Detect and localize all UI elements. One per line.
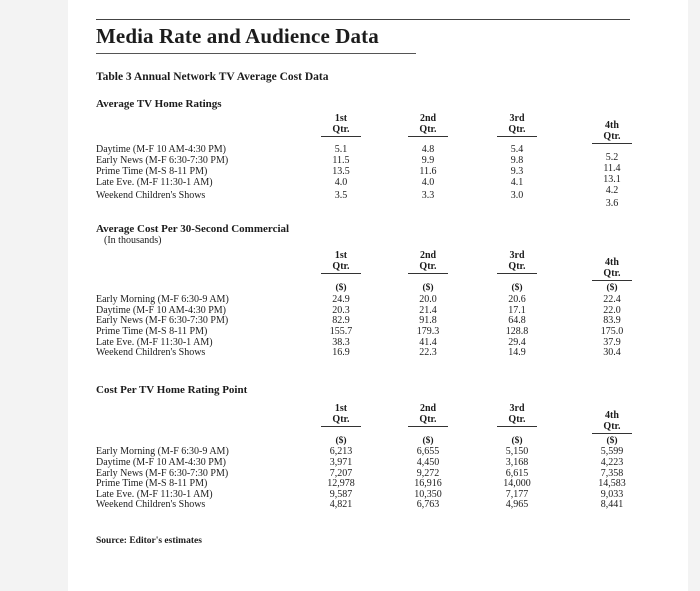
row-label: Prime Time (M-S 8-11 PM) bbox=[96, 326, 208, 337]
table-cell: 6,213 bbox=[329, 446, 353, 457]
table-cell: 4,450 bbox=[416, 457, 440, 468]
table-cell: 3.0 bbox=[510, 190, 524, 201]
unit-label: ($) bbox=[335, 436, 347, 446]
table-cell: 14,000 bbox=[503, 478, 531, 489]
column-header-quarter: Qtr. bbox=[592, 131, 632, 144]
row-label: Late Eve. (M-F 11:30-1 AM) bbox=[96, 489, 213, 500]
table-title: Table 3 Annual Network TV Average Cost Data bbox=[96, 71, 329, 83]
table-cell: 11.5 bbox=[332, 155, 350, 166]
table-cell: 4,821 bbox=[329, 499, 353, 510]
row-label: Early Morning (M-F 6:30-9 AM) bbox=[96, 446, 229, 457]
table-cell: 3,971 bbox=[329, 457, 353, 468]
row-label: Early News (M-F 6:30-7:30 PM) bbox=[96, 155, 229, 166]
unit-label: ($) bbox=[422, 436, 434, 446]
table-cell: 38.3 bbox=[332, 337, 350, 348]
table-cell: 3,168 bbox=[505, 457, 529, 468]
top-rule bbox=[96, 19, 630, 20]
row-label: Prime Time (M-S 8-11 PM) bbox=[96, 166, 208, 177]
unit-label: ($) bbox=[606, 436, 618, 446]
table-cell: 9,272 bbox=[416, 468, 440, 479]
table-cell: 5.1 bbox=[334, 144, 348, 155]
table-cell: 4.0 bbox=[334, 177, 348, 188]
table-cell: 6,655 bbox=[416, 446, 440, 457]
column-header-quarter: Qtr. bbox=[592, 268, 632, 281]
table-cell: 24.9 bbox=[332, 294, 350, 305]
table-cell: 7,177 bbox=[505, 489, 529, 500]
table-cell: 9.3 bbox=[510, 166, 524, 177]
table-cell: 5,599 bbox=[600, 446, 624, 457]
column-header bbox=[592, 120, 632, 144]
table-cell: 155.7 bbox=[329, 326, 353, 337]
table-cell: 4.2 bbox=[605, 185, 619, 196]
table-cell: 5.2 bbox=[605, 152, 619, 163]
page-title: Media Rate and Audience Data bbox=[96, 24, 379, 48]
table-cell: 3.5 bbox=[334, 190, 348, 201]
column-header bbox=[497, 403, 537, 427]
column-header bbox=[497, 113, 537, 137]
table-cell: 5.4 bbox=[510, 144, 524, 155]
unit-label: ($) bbox=[511, 436, 523, 446]
table-cell: 179.3 bbox=[416, 326, 440, 337]
column-header-quarter: Qtr. bbox=[592, 421, 632, 434]
table-cell: 21.4 bbox=[419, 305, 437, 316]
table-cell: 14,583 bbox=[598, 478, 626, 489]
column-header-ordinal: 1st bbox=[334, 113, 348, 124]
row-label: Daytime (M-F 10 AM-4:30 PM) bbox=[96, 305, 226, 316]
source-note: Source: Editor's estimates bbox=[96, 536, 202, 546]
table-cell: 22.0 bbox=[603, 305, 621, 316]
column-header-quarter: Qtr. bbox=[497, 124, 537, 137]
column-header-ordinal: 4th bbox=[605, 120, 619, 131]
unit-label: ($) bbox=[606, 283, 618, 293]
table-cell: 8,441 bbox=[600, 499, 624, 510]
section-title: Average TV Home Ratings bbox=[96, 98, 222, 110]
column-header bbox=[497, 250, 537, 274]
table-cell: 82.9 bbox=[332, 315, 350, 326]
column-header-quarter: Qtr. bbox=[408, 124, 448, 137]
column-header bbox=[321, 113, 361, 137]
title-underline bbox=[96, 53, 416, 54]
unit-label: ($) bbox=[335, 283, 347, 293]
row-label: Early Morning (M-F 6:30-9 AM) bbox=[96, 294, 229, 305]
row-label: Weekend Children's Shows bbox=[96, 499, 206, 510]
table-cell: 4,965 bbox=[505, 499, 529, 510]
column-header-quarter: Qtr. bbox=[408, 414, 448, 427]
table-cell: 5,150 bbox=[505, 446, 529, 457]
table-cell: 9,033 bbox=[600, 489, 624, 500]
column-header-ordinal: 4th bbox=[605, 257, 619, 268]
row-label: Weekend Children's Shows bbox=[96, 347, 206, 358]
table-cell: 6,615 bbox=[505, 468, 529, 479]
table-cell: 9,587 bbox=[329, 489, 353, 500]
column-header bbox=[408, 113, 448, 137]
table-cell: 91.8 bbox=[419, 315, 437, 326]
table-cell: 83.9 bbox=[603, 315, 621, 326]
column-header bbox=[321, 403, 361, 427]
row-label: Early News (M-F 6:30-7:30 PM) bbox=[96, 315, 229, 326]
table-cell: 20.3 bbox=[332, 305, 350, 316]
table-cell: 9.8 bbox=[510, 155, 524, 166]
table-cell: 4.1 bbox=[510, 177, 524, 188]
column-header bbox=[321, 250, 361, 274]
section-title: Cost Per TV Home Rating Point bbox=[96, 384, 248, 396]
table-cell: 128.8 bbox=[505, 326, 529, 337]
column-header-quarter: Qtr. bbox=[408, 261, 448, 274]
column-header-quarter: Qtr. bbox=[497, 261, 537, 274]
unit-label: ($) bbox=[511, 283, 523, 293]
table-cell: 16.9 bbox=[332, 347, 350, 358]
unit-label: ($) bbox=[422, 283, 434, 293]
row-label: Daytime (M-F 10 AM-4:30 PM) bbox=[96, 457, 226, 468]
column-header-ordinal: 2nd bbox=[419, 113, 437, 124]
table-cell: 4.8 bbox=[421, 144, 435, 155]
row-label: Prime Time (M-S 8-11 PM) bbox=[96, 478, 208, 489]
section-title: Average Cost Per 30-Second Commercial bbox=[96, 223, 290, 235]
table-cell: 3.3 bbox=[421, 190, 435, 201]
table-cell: 16,916 bbox=[414, 478, 442, 489]
table-cell: 20.0 bbox=[419, 294, 437, 305]
table-cell: 22.4 bbox=[603, 294, 621, 305]
table-cell: 175.0 bbox=[600, 326, 624, 337]
table-cell: 6,763 bbox=[416, 499, 440, 510]
table-cell: 20.6 bbox=[508, 294, 526, 305]
table-cell: 7,207 bbox=[329, 468, 353, 479]
column-header-quarter: Qtr. bbox=[321, 124, 361, 137]
column-header bbox=[408, 403, 448, 427]
table-cell: 13.5 bbox=[332, 166, 350, 177]
table-cell: 29.4 bbox=[508, 337, 526, 348]
table-cell: 3.6 bbox=[605, 198, 619, 209]
table-cell: 37.9 bbox=[603, 337, 621, 348]
section-subtitle: (In thousands) bbox=[104, 235, 162, 246]
row-label: Early News (M-F 6:30-7:30 PM) bbox=[96, 468, 229, 479]
column-header bbox=[592, 257, 632, 281]
table-cell: 17.1 bbox=[508, 305, 526, 316]
row-label: Late Eve. (M-F 11:30-1 AM) bbox=[96, 337, 213, 348]
column-header-ordinal: 2nd bbox=[419, 403, 437, 414]
column-header-quarter: Qtr. bbox=[321, 414, 361, 427]
table-cell: 9.9 bbox=[421, 155, 435, 166]
column-header-ordinal: 3rd bbox=[509, 250, 525, 261]
row-label: Weekend Children's Shows bbox=[96, 190, 206, 201]
table-cell: 14.9 bbox=[508, 347, 526, 358]
table-cell: 13.1 bbox=[603, 174, 621, 185]
table-cell: 11.6 bbox=[419, 166, 437, 177]
table-cell: 64.8 bbox=[508, 315, 526, 326]
column-header-ordinal: 3rd bbox=[509, 113, 525, 124]
column-header-ordinal: 2nd bbox=[419, 250, 437, 261]
column-header-ordinal: 1st bbox=[334, 250, 348, 261]
column-header-quarter: Qtr. bbox=[497, 414, 537, 427]
table-cell: 4,223 bbox=[600, 457, 624, 468]
table-cell: 11.4 bbox=[603, 163, 621, 174]
column-header bbox=[592, 410, 632, 434]
table-cell: 41.4 bbox=[419, 337, 437, 348]
column-header-ordinal: 3rd bbox=[509, 403, 525, 414]
row-label: Late Eve. (M-F 11:30-1 AM) bbox=[96, 177, 213, 188]
table-cell: 12,978 bbox=[327, 478, 355, 489]
column-header bbox=[408, 250, 448, 274]
table-cell: 10,350 bbox=[414, 489, 442, 500]
table-cell: 22.3 bbox=[419, 347, 437, 358]
column-header-quarter: Qtr. bbox=[321, 261, 361, 274]
column-header-ordinal: 1st bbox=[334, 403, 348, 414]
row-label: Daytime (M-F 10 AM-4:30 PM) bbox=[96, 144, 226, 155]
table-cell: 30.4 bbox=[603, 347, 621, 358]
table-cell: 7,358 bbox=[600, 468, 624, 479]
column-header-ordinal: 4th bbox=[605, 410, 619, 421]
table-cell: 4.0 bbox=[421, 177, 435, 188]
